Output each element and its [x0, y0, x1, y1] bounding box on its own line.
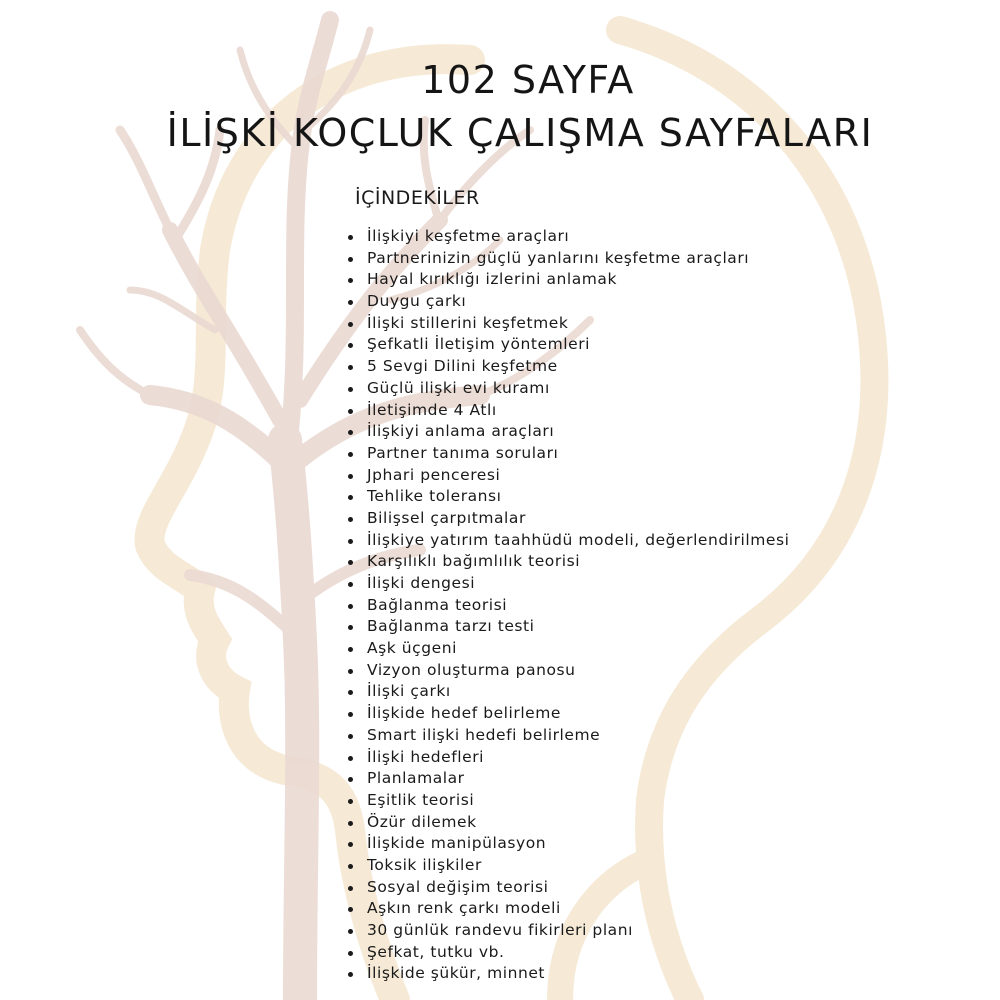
toc-list — [367, 226, 789, 985]
bullet-icon — [348, 821, 353, 826]
toc-item — [367, 443, 789, 465]
toc-item-label: Vizyon oluşturma panosu — [367, 660, 576, 679]
toc-item — [367, 855, 789, 877]
toc-item-label: Aşkın renk çarkı modeli — [367, 899, 561, 918]
toc-item-label: Partner tanıma soruları — [367, 443, 559, 462]
toc-item — [367, 356, 789, 378]
toc-item — [367, 616, 789, 638]
bullet-icon — [348, 972, 353, 977]
bullet-icon — [348, 560, 353, 565]
bullet-icon — [348, 864, 353, 869]
toc-item — [367, 269, 789, 291]
bullet-icon — [348, 669, 353, 674]
toc-item-label: Şefkat, tutku vb. — [367, 942, 505, 961]
toc-item — [367, 421, 789, 443]
toc-item-label: Sosyal değişim teorisi — [367, 877, 549, 896]
toc-item-label: 5 Sevgi Dilini keşfetme — [367, 357, 558, 376]
bullet-icon — [348, 300, 353, 305]
toc-item — [367, 920, 789, 942]
toc-item-label: Güçlü ilişki evi kuramı — [367, 378, 550, 397]
bullet-icon — [348, 604, 353, 609]
toc-item — [367, 595, 789, 617]
toc-item-label: Jphari penceresi — [367, 465, 501, 484]
toc-item-label: 30 günlük randevu fikirleri planı — [367, 921, 633, 939]
toc-item-label: İlişkide şükür, minnet — [367, 964, 546, 983]
bullet-icon — [348, 278, 353, 283]
toc-item-label: Şefkatli İletişim yöntemleri — [367, 335, 590, 354]
bullet-icon — [348, 647, 353, 652]
toc-item — [367, 400, 789, 422]
bullet-icon — [348, 343, 353, 348]
toc-item — [367, 768, 789, 790]
bullet-icon — [348, 365, 353, 370]
toc-item — [367, 963, 789, 985]
bullet-icon — [348, 474, 353, 479]
bullet-icon — [348, 582, 353, 587]
bullet-icon — [348, 734, 353, 739]
toc-item-label: İlişki çarkı — [367, 682, 451, 701]
toc-item-label: Bağlanma teorisi — [367, 595, 508, 614]
toc-item — [367, 334, 789, 356]
toc-item — [367, 638, 789, 660]
toc-item — [367, 486, 789, 508]
bullet-icon — [348, 842, 353, 847]
bullet-icon — [348, 907, 353, 912]
toc-item-label: Bağlanma tarzı testi — [367, 617, 535, 636]
toc-item-label: İlişkiye yatırım taahhüdü modeli, değerlendirilmesi — [367, 530, 790, 549]
toc-item — [367, 508, 789, 530]
toc-item — [367, 942, 789, 964]
toc-item-label: İlişkide manipülasyon — [367, 834, 547, 853]
bullet-icon — [348, 929, 353, 934]
toc-item-label: Smart ilişki hedefi belirleme — [367, 725, 601, 744]
toc-item — [367, 877, 789, 899]
toc-item-label: Toksik ilişkiler — [367, 855, 482, 874]
toc-item — [367, 681, 789, 703]
toc-item — [367, 703, 789, 725]
toc-item — [367, 530, 789, 552]
toc-heading: İÇİNDEKİLER — [355, 187, 480, 209]
toc-item — [367, 226, 789, 248]
toc-item-label: Karşılıklı bağımlılık teorisi — [367, 552, 581, 571]
toc-item-label: Bilişsel çarpıtmalar — [367, 508, 526, 527]
toc-item-label: Partnerinizin güçlü yanlarını keşfetme araçları — [367, 248, 750, 267]
bullet-icon — [348, 799, 353, 804]
toc-item — [367, 833, 789, 855]
bullet-icon — [348, 756, 353, 761]
toc-item — [367, 465, 789, 487]
page-title-line-2: İLİŞKİ KOÇLUK ÇALIŞMA SAYFALARI — [166, 111, 874, 155]
bullet-icon — [348, 951, 353, 956]
toc-item — [367, 573, 789, 595]
bullet-icon — [348, 886, 353, 891]
toc-item-label: İlişkide hedef belirleme — [367, 704, 562, 723]
bullet-icon — [348, 387, 353, 392]
bullet-icon — [348, 539, 353, 544]
bullet-icon — [348, 517, 353, 522]
toc-item — [367, 812, 789, 834]
bullet-icon — [348, 690, 353, 695]
toc-item — [367, 248, 789, 270]
toc-item — [367, 313, 789, 335]
toc-item — [367, 660, 789, 682]
toc-item-label: İlişkiyi anlama araçları — [367, 422, 555, 441]
toc-item-label: Aşk üçgeni — [367, 639, 457, 658]
toc-item — [367, 551, 789, 573]
toc-item-label: İlişkiyi keşfetme araçları — [367, 227, 570, 245]
toc-item-label: Eşitlik teorisi — [367, 790, 475, 809]
bullet-icon — [348, 452, 353, 457]
toc-item-label: Özür dilemek — [367, 812, 477, 831]
toc-item-label: İletişimde 4 Atlı — [367, 400, 497, 419]
bullet-icon — [348, 409, 353, 414]
toc-item-label: Planlamalar — [367, 769, 465, 788]
toc-item-label: İlişki stillerini keşfetmek — [367, 313, 569, 332]
bullet-icon — [348, 430, 353, 435]
bullet-icon — [348, 777, 353, 782]
page-title-line-1: 102 SAYFA — [421, 58, 635, 102]
toc-item — [367, 725, 789, 747]
bullet-icon — [348, 322, 353, 327]
bullet-icon — [348, 625, 353, 630]
bullet-icon — [348, 235, 353, 240]
toc-item-label: Tehlike toleransı — [367, 487, 502, 506]
bullet-icon — [348, 495, 353, 500]
toc-item — [367, 378, 789, 400]
toc-item — [367, 790, 789, 812]
bullet-icon — [348, 257, 353, 262]
toc-item-label: Hayal kırıklığı izlerini anlamak — [367, 270, 618, 289]
toc-item-label: İlişki hedefleri — [367, 747, 484, 766]
toc-item — [367, 898, 789, 920]
toc-item-label: Duygu çarkı — [367, 292, 467, 311]
bullet-icon — [348, 712, 353, 717]
toc-item — [367, 747, 789, 769]
toc-item — [367, 291, 789, 313]
toc-item-label: İlişki dengesi — [367, 574, 476, 592]
